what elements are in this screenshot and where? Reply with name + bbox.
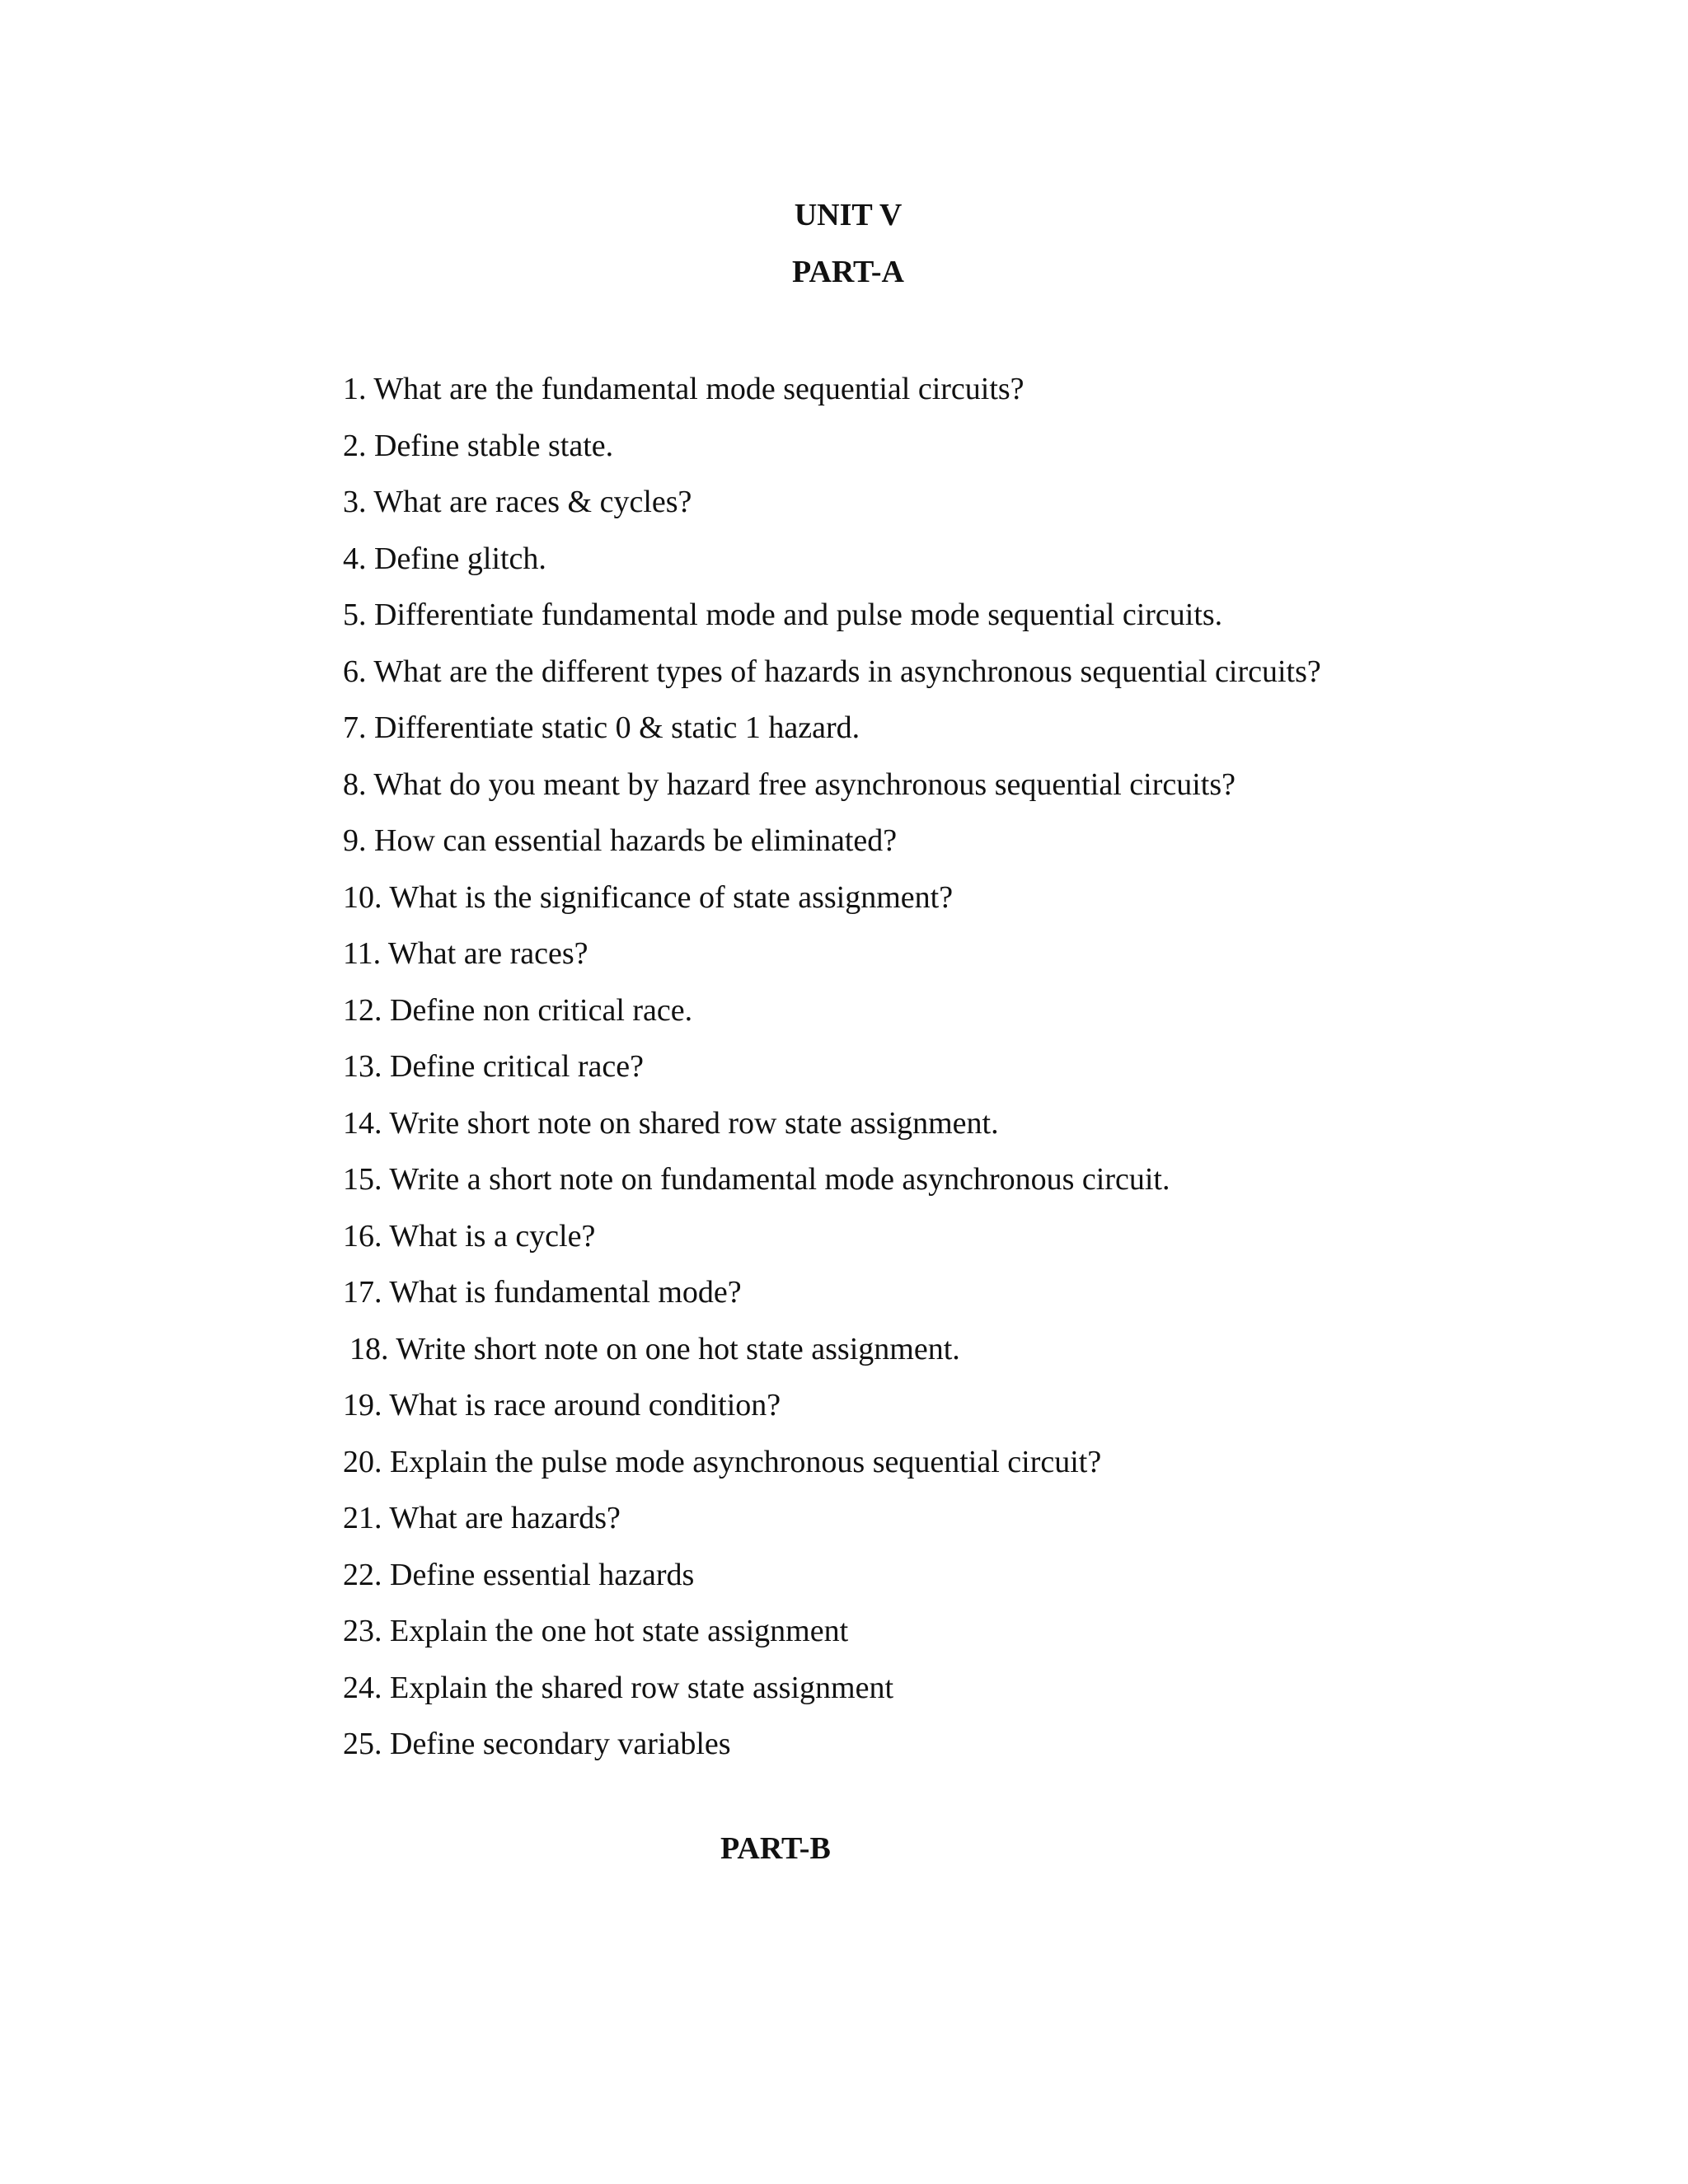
question-item: 9. How can essential hazards be eliminated? <box>343 823 898 858</box>
question-item: 20. Explain the pulse mode asynchronous sequential circuit? <box>343 1444 1102 1479</box>
question-item: 18. Write short note on one hot state assignment. <box>349 1331 960 1366</box>
question-item: 10. What is the significance of state assignment? <box>343 879 954 915</box>
question-item: 7. Differentiate static 0 & static 1 hazard. <box>343 710 860 745</box>
question-list <box>343 361 1414 1773</box>
question-item: 1. What are the fundamental mode sequential circuits? <box>343 372 1025 406</box>
question-item: 25. Define secondary variables <box>343 1727 731 1761</box>
question-item: 6. What are the different types of hazards in asynchronous sequential circuits? <box>343 654 1321 689</box>
unit-title: UNIT V <box>794 198 903 232</box>
question-item: 19. What is race around condition? <box>343 1388 781 1422</box>
part-b-heading: PART-B <box>720 1831 831 1866</box>
question-item: 8. What do you meant by hazard free asynchronous sequential circuits? <box>343 766 1236 802</box>
part-a-heading: PART-A <box>792 255 904 289</box>
question-item: 5. Differentiate fundamental mode and pulse mode sequential circuits. <box>343 598 1223 632</box>
question-item: 11. What are races? <box>343 936 588 971</box>
question-item: 22. Define essential hazards <box>343 1557 695 1592</box>
question-item: 23. Explain the one hot state assignment <box>343 1614 849 1648</box>
question-item: 3. What are races & cycles? <box>343 485 692 519</box>
question-item: 17. What is fundamental mode? <box>343 1275 742 1310</box>
question-item: 14. Write short note on shared row state assignment. <box>343 1105 999 1141</box>
question-item: 21. What are hazards? <box>343 1501 621 1535</box>
question-item: 13. Define critical race? <box>343 1049 644 1084</box>
question-item: 12. Define non critical race. <box>343 992 693 1028</box>
question-item: 4. Define glitch. <box>343 541 546 576</box>
question-item: 15. Write a short note on fundamental mode asynchronous circuit. <box>343 1162 1170 1197</box>
question-item: 16. What is a cycle? <box>343 1218 596 1254</box>
question-item: 24. Explain the shared row state assignment <box>343 1670 894 1705</box>
question-item: 2. Define stable state. <box>343 428 614 463</box>
